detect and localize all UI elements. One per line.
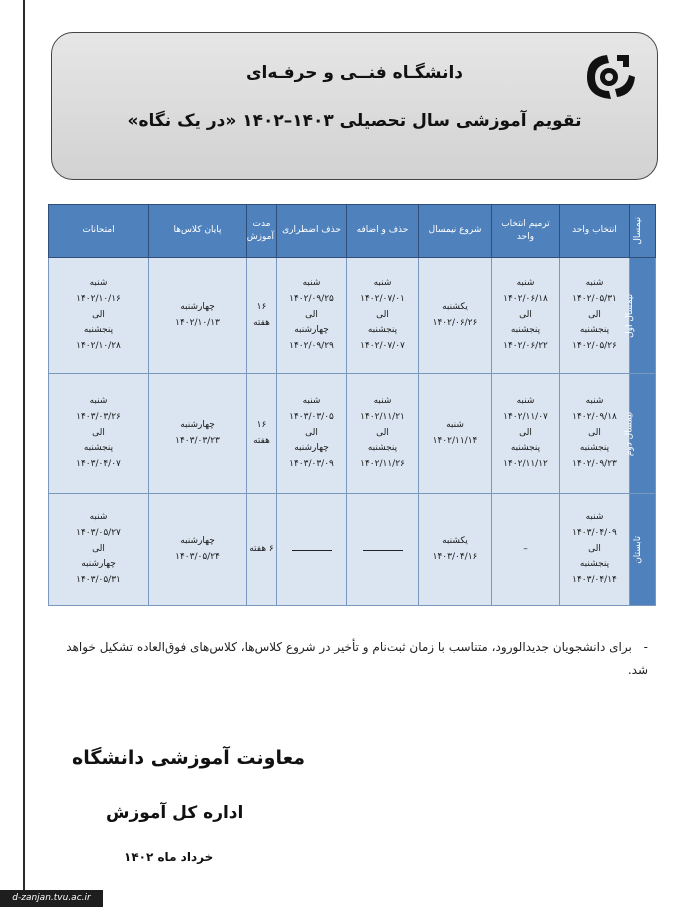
table-cell: شنبه ۱۴۰۲/۰۹/۱۸ الی پنجشنبه ۱۴۰۲/۰۹/۲۳: [560, 374, 630, 494]
footnote-bullet: -: [643, 640, 648, 654]
table-cell: شنبه ۱۴۰۳/۰۴/۰۹ الی پنجشنبه ۱۴۰۳/۰۴/۱۴: [560, 494, 630, 606]
table-header-row: [49, 205, 656, 258]
table-cell: چهارشنبه ۱۴۰۳/۰۳/۲۳: [149, 374, 247, 494]
column-header-emergency-drop: حذف اضطراری: [277, 205, 347, 258]
empty-dash-cell: [277, 494, 347, 606]
table-cell: ۱۶ هفته: [247, 258, 277, 374]
table-cell: شنبه ۱۴۰۲/۰۵/۳۱ الی پنجشنبه ۱۴۰۲/۰۵/۲۶: [560, 258, 630, 374]
semester-label: نیمسال دوم: [630, 374, 656, 494]
column-header-semester: نیمسال: [630, 205, 656, 258]
table-cell: شنبه ۱۴۰۲/۱۱/۲۱ الی پنجشنبه ۱۴۰۲/۱۱/۲۶: [347, 374, 419, 494]
table-row-first-semester: [49, 258, 656, 374]
empty-dash-cell: [347, 494, 419, 606]
site-watermark: d-zanjan.tvu.ac.ir: [0, 890, 103, 907]
footnote-text: برای دانشجویان جدیدالورود، متناسب با زمان ثبت‌نام و تأخیر در شروع کلاس‌ها، کلاس‌های فوق‌العاده تشکیل خواهد شد.: [66, 640, 648, 677]
table-cell: شنبه ۱۴۰۲/۱۱/۰۷ الی پنجشنبه ۱۴۰۲/۱۱/۱۲: [492, 374, 560, 494]
semester-label: نیمسال اول: [630, 258, 656, 374]
table-cell: چهارشنبه ۱۴۰۳/۰۵/۲۴: [149, 494, 247, 606]
table-cell: شنبه ۱۴۰۳/۰۳/۲۶ الی پنجشنبه ۱۴۰۳/۰۴/۰۷: [49, 374, 149, 494]
column-header-semester-start: شروع نیمسال: [419, 205, 492, 258]
column-header-exams: امتحانات: [49, 205, 149, 258]
table-cell: یکشنبه ۱۴۰۲/۰۶/۲۶: [419, 258, 492, 374]
table-cell: شنبه ۱۴۰۳/۰۳/۰۵ الی چهارشنبه ۱۴۰۳/۰۳/۰۹: [277, 374, 347, 494]
page-title: دانشگـاه فنــی و حرفـه‌ای: [245, 63, 464, 83]
column-header-selection-revision: ترمیم انتخاب واحد: [492, 205, 560, 258]
academic-calendar-table: [48, 204, 656, 606]
table-cell: ۶ هفته: [247, 494, 277, 606]
table-cell: یکشنبه ۱۴۰۳/۰۴/۱۶: [419, 494, 492, 606]
dash-line: [292, 550, 332, 551]
table-cell: شنبه ۱۴۰۲/۰۶/۱۸ الی پنجشنبه ۱۴۰۲/۰۶/۲۲: [492, 258, 560, 374]
semester-label: تابستان: [630, 494, 656, 606]
table-cell: شنبه ۱۴۰۲/۱۱/۱۴: [419, 374, 492, 494]
table-cell: –: [492, 494, 560, 606]
column-header-course-selection: انتخاب واحد: [560, 205, 630, 258]
signature-office: معاونت آموزشی دانشگاه: [72, 747, 306, 769]
table-cell: شنبه ۱۴۰۲/۰۹/۲۵ الی چهارشنبه ۱۴۰۲/۰۹/۲۹: [277, 258, 347, 374]
table-cell: شنبه ۱۴۰۲/۱۰/۱۶ الی پنجشنبه ۱۴۰۲/۱۰/۲۸: [49, 258, 149, 374]
page-subtitle: تقویم آموزشی سال تحصیلی ۱۴۰۳–۱۴۰۲ «در یک نگاه»: [127, 111, 582, 131]
column-header-add-drop: حذف و اضافه: [347, 205, 419, 258]
signature-department: اداره کل آموزش: [106, 803, 244, 823]
table-cell: چهارشنبه ۱۴۰۲/۱۰/۱۳: [149, 258, 247, 374]
signature-date: خرداد ماه ۱۴۰۲: [124, 850, 214, 864]
table-cell: شنبه ۱۴۰۳/۰۵/۲۷ الی چهارشنبه ۱۴۰۳/۰۵/۳۱: [49, 494, 149, 606]
header-box: [51, 32, 658, 180]
table-row-second-semester: [49, 374, 656, 494]
table-cell: شنبه ۱۴۰۲/۰۷/۰۱ الی پنجشنبه ۱۴۰۲/۰۷/۰۷: [347, 258, 419, 374]
dash-line: [363, 550, 403, 551]
table-row-summer: [49, 494, 656, 606]
table-cell: ۱۶ هفته: [247, 374, 277, 494]
column-header-classes-end: پایان کلاس‌ها: [149, 205, 247, 258]
column-header-duration: مدت آموزش: [247, 205, 277, 258]
left-margin-rule: [23, 0, 25, 897]
footnote: [58, 636, 648, 682]
